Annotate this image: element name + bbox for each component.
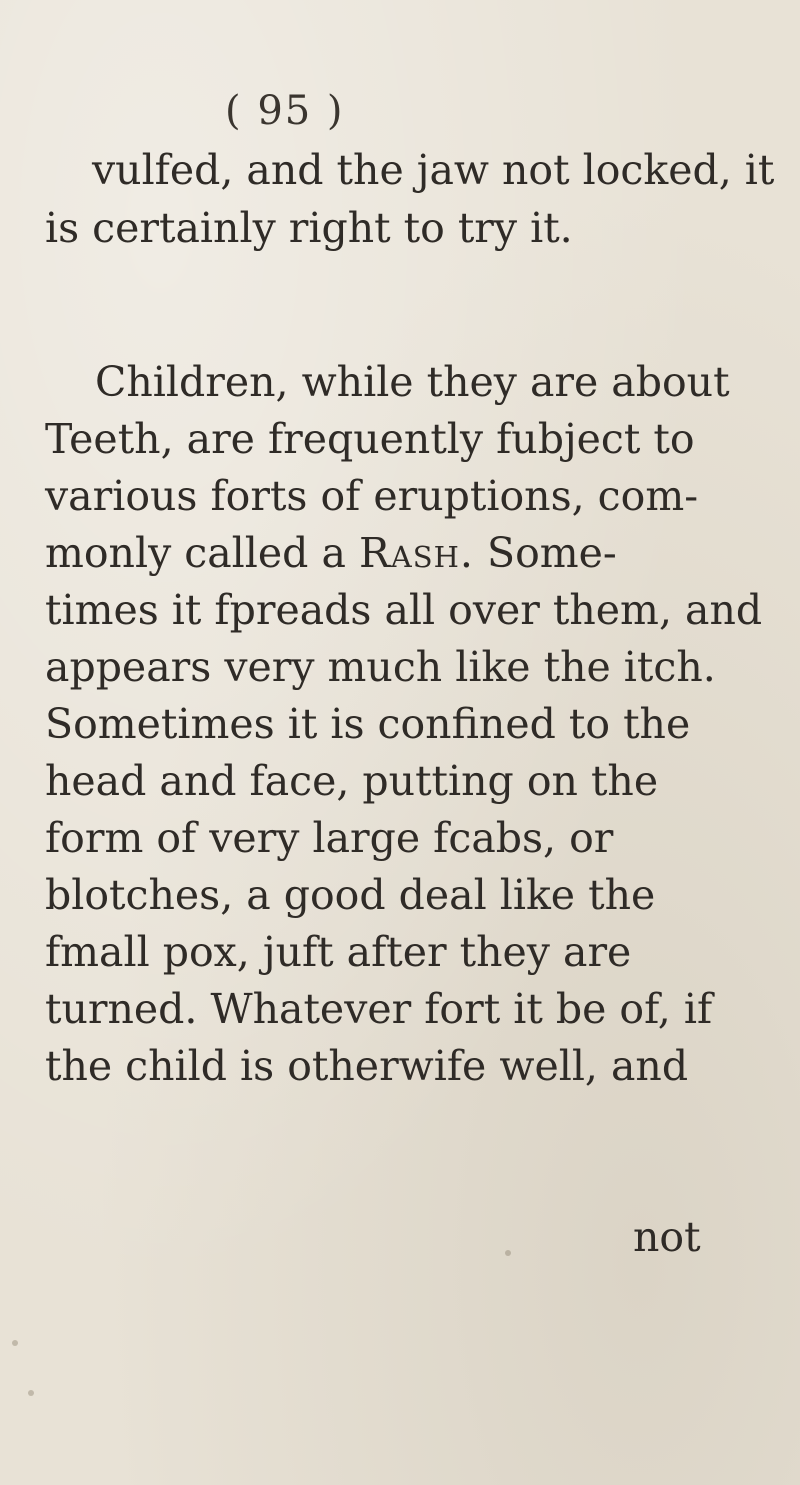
paper-speck xyxy=(12,1340,18,1346)
text-line: Children, while they are about xyxy=(95,358,730,406)
text-line: times it fpreads all over them, and xyxy=(45,586,763,634)
text-line: appears very much like the itch. xyxy=(45,643,716,691)
text-line: Sometimes it is confined to the xyxy=(45,700,691,748)
rash-term: Rash. xyxy=(358,529,474,577)
text-line xyxy=(45,523,617,583)
text-segment: Some- xyxy=(473,529,617,577)
text-line: turned. Whatever fort it be of, if xyxy=(45,985,713,1033)
text-line: is certainly right to try it. xyxy=(45,204,573,252)
text-line: form of very large fcabs, or xyxy=(45,814,614,862)
paper-speck xyxy=(28,1390,34,1396)
text-segment: monly called a xyxy=(45,529,359,577)
text-line: the child is otherwife well, and xyxy=(45,1042,689,1090)
text-line: head and face, putting on the xyxy=(45,757,659,805)
text-line: blotches, a good deal like the xyxy=(45,871,656,919)
paper-speck xyxy=(505,1250,511,1256)
text-line: various forts of eruptions, com- xyxy=(45,472,699,520)
text-line: vulfed, and the jaw not locked, it xyxy=(92,146,775,194)
page-number: ( 95 ) xyxy=(225,88,345,134)
text-line: fmall pox, juft after they are xyxy=(45,928,632,976)
text-line: Teeth, are frequently fubject to xyxy=(45,415,695,463)
catchword: not xyxy=(633,1213,701,1261)
